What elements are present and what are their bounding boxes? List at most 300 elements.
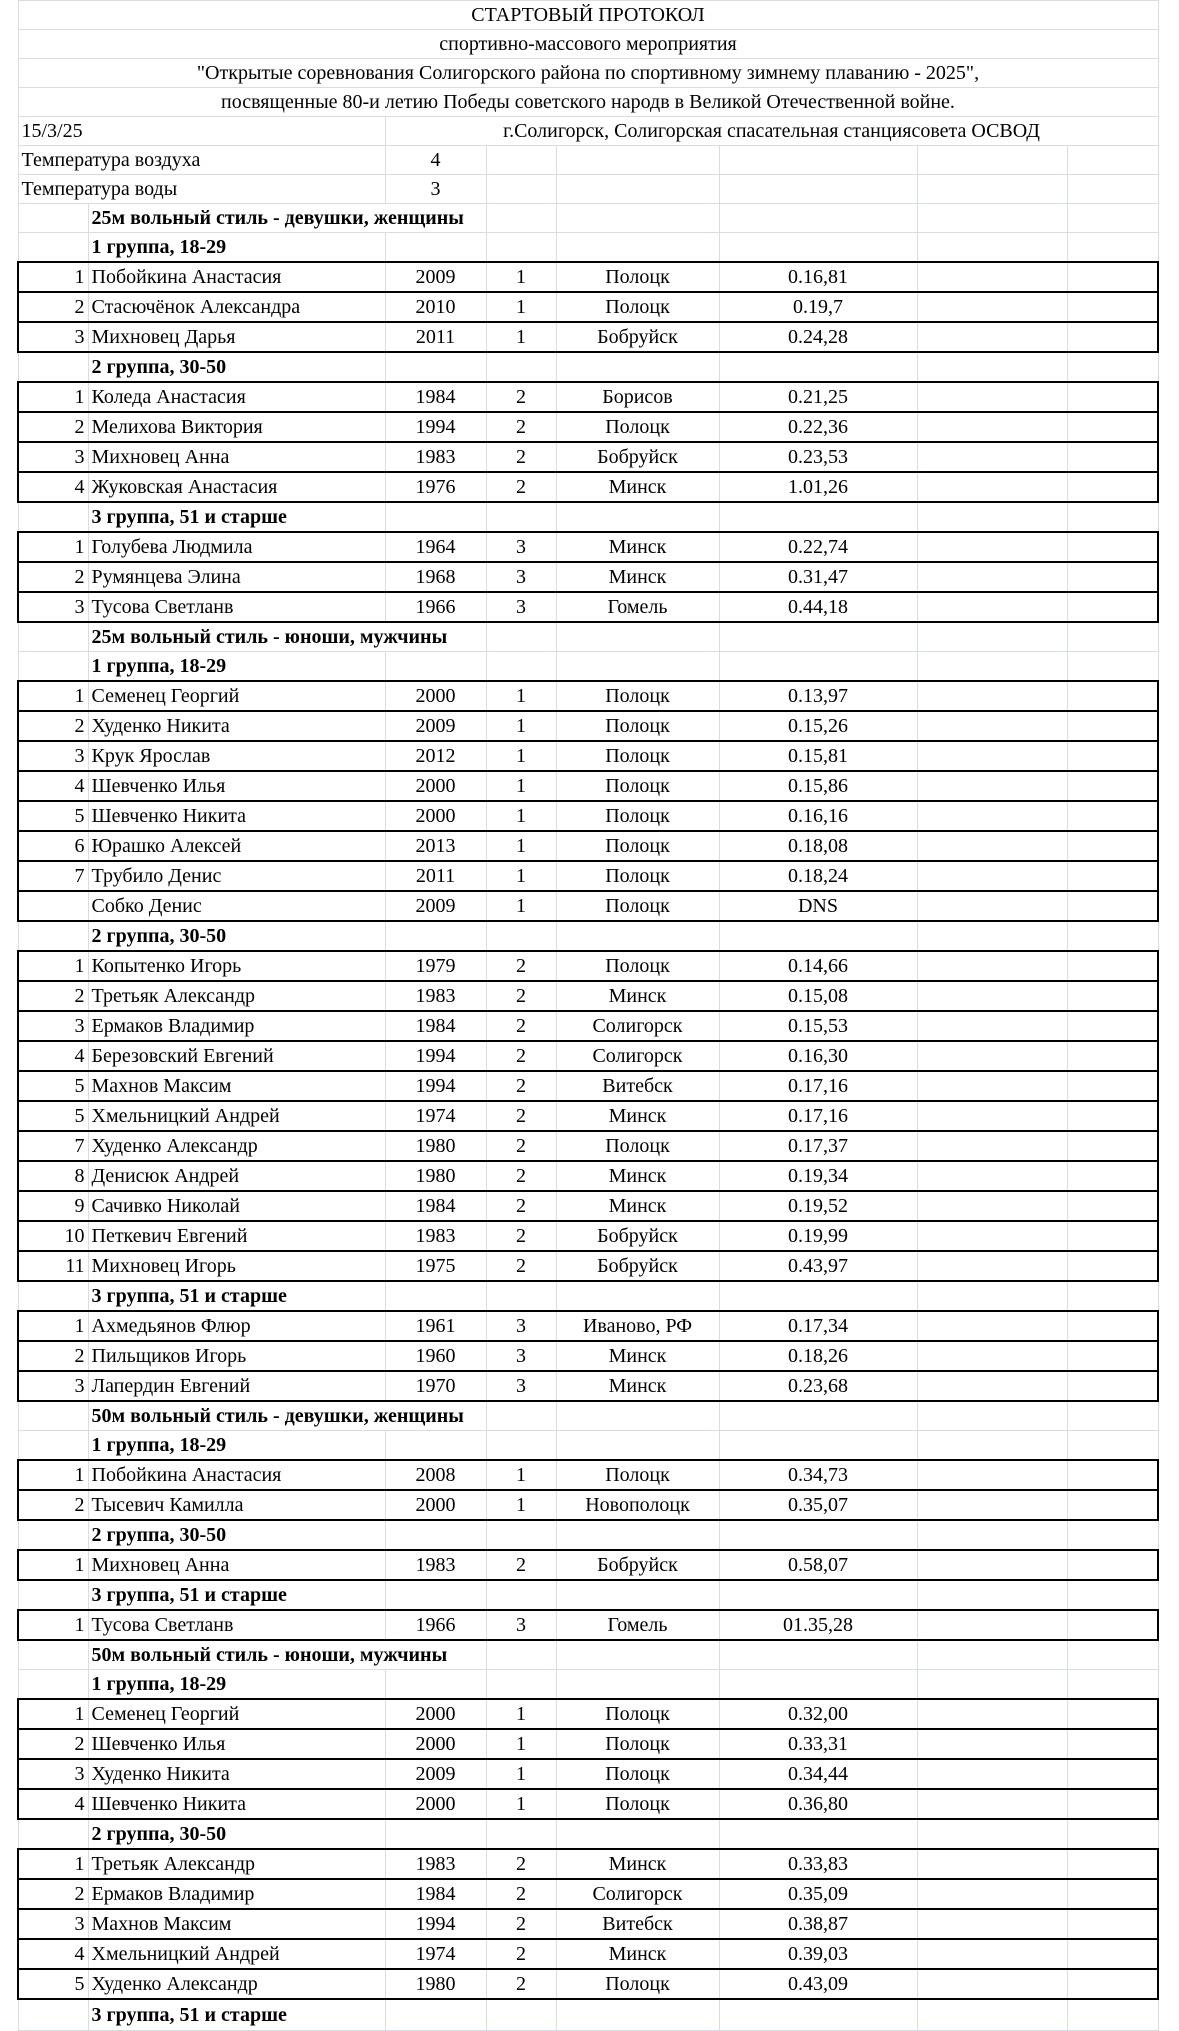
place-number: 2 <box>18 1879 88 1909</box>
water-temp-value: 3 <box>385 175 486 204</box>
group-label: 3 группа, 51 и старше <box>88 1999 385 2031</box>
empty-cell <box>917 831 1067 861</box>
athlete-row <box>18 741 1158 771</box>
city: Борисов <box>556 382 719 412</box>
event-venue: г.Солигорск, Солигорская спасательная станциясовета ОСВОД <box>385 117 1158 146</box>
place-number: 4 <box>18 472 88 502</box>
group-number: 3 <box>486 532 556 562</box>
empty-cell <box>1067 1101 1158 1131</box>
result-time: 0.16,30 <box>719 1041 917 1071</box>
empty-cell <box>917 652 1067 682</box>
athlete-name: Шевченко Илья <box>88 1729 385 1759</box>
athlete-row <box>18 861 1158 891</box>
group-header-row <box>18 502 1158 532</box>
athlete-row <box>18 1341 1158 1371</box>
athlete-name: Побойкина Анастасия <box>88 1460 385 1490</box>
empty-cell <box>1067 652 1158 682</box>
place-number: 2 <box>18 292 88 322</box>
empty-cell <box>917 1729 1067 1759</box>
place-number: 7 <box>18 1131 88 1161</box>
empty-cell <box>18 233 88 263</box>
athlete-name: Пильщиков Игорь <box>88 1341 385 1371</box>
empty-cell <box>1067 981 1158 1011</box>
empty-cell <box>917 322 1067 352</box>
athlete-name: Махнов Максим <box>88 1909 385 1939</box>
empty-cell <box>556 1640 719 1670</box>
empty-cell <box>1067 1281 1158 1311</box>
city: Полоцк <box>556 831 719 861</box>
group-number: 2 <box>486 1101 556 1131</box>
athlete-name: Стасючёнок Александра <box>88 292 385 322</box>
group-label: 3 группа, 51 и старше <box>88 502 385 532</box>
athlete-row <box>18 382 1158 412</box>
city: Минск <box>556 532 719 562</box>
empty-cell <box>719 502 917 532</box>
group-number: 2 <box>486 1011 556 1041</box>
empty-cell <box>917 1849 1067 1879</box>
birth-year: 1983 <box>385 1221 486 1251</box>
athlete-row <box>18 412 1158 442</box>
empty-cell <box>486 1670 556 1700</box>
group-number: 2 <box>486 1131 556 1161</box>
empty-cell <box>1067 412 1158 442</box>
city: Полоцк <box>556 741 719 771</box>
city: Полоцк <box>556 412 719 442</box>
city: Минск <box>556 562 719 592</box>
event-row <box>18 59 1158 88</box>
result-time: 0.23,68 <box>719 1371 917 1401</box>
empty-cell <box>917 412 1067 442</box>
result-time: 0.17,16 <box>719 1101 917 1131</box>
group-number: 1 <box>486 741 556 771</box>
city: Полоцк <box>556 292 719 322</box>
birth-year: 1984 <box>385 382 486 412</box>
birth-year: 2009 <box>385 711 486 741</box>
empty-cell <box>1067 562 1158 592</box>
empty-cell <box>917 1011 1067 1041</box>
city: Полоцк <box>556 1759 719 1789</box>
birth-year: 2000 <box>385 801 486 831</box>
group-number: 1 <box>486 1789 556 1819</box>
city: Витебск <box>556 1071 719 1101</box>
birth-year: 2000 <box>385 1699 486 1729</box>
birth-year: 2013 <box>385 831 486 861</box>
athlete-name: Худенко Никита <box>88 1759 385 1789</box>
empty-cell <box>1067 951 1158 981</box>
birth-year: 2008 <box>385 1460 486 1490</box>
athlete-row <box>18 981 1158 1011</box>
empty-cell <box>1067 1161 1158 1191</box>
empty-cell <box>917 1041 1067 1071</box>
city: Минск <box>556 981 719 1011</box>
group-header-row <box>18 652 1158 682</box>
city: Полоцк <box>556 1699 719 1729</box>
athlete-name: Голубева Людмила <box>88 532 385 562</box>
group-number: 2 <box>486 1191 556 1221</box>
place-number: 1 <box>18 1699 88 1729</box>
city: Минск <box>556 1849 719 1879</box>
athlete-name: Третьяк Александр <box>88 1849 385 1879</box>
empty-cell <box>1067 262 1158 292</box>
group-label: 2 группа, 30-50 <box>88 1520 385 1550</box>
place-number: 4 <box>18 1789 88 1819</box>
city: Минск <box>556 1161 719 1191</box>
empty-cell <box>1067 1490 1158 1520</box>
empty-cell <box>1067 472 1158 502</box>
result-time: 0.19,99 <box>719 1221 917 1251</box>
empty-cell <box>385 1580 486 1610</box>
group-label: 1 группа, 18-29 <box>88 652 385 682</box>
empty-cell <box>917 502 1067 532</box>
empty-cell <box>917 921 1067 951</box>
city: Полоцк <box>556 861 719 891</box>
athlete-row <box>18 1371 1158 1401</box>
city: Минск <box>556 472 719 502</box>
empty-cell <box>556 1401 719 1431</box>
birth-year: 1980 <box>385 1131 486 1161</box>
athlete-row <box>18 442 1158 472</box>
empty-cell <box>917 1939 1067 1969</box>
athlete-name: Побойкина Анастасия <box>88 262 385 292</box>
group-header-row <box>18 1431 1158 1461</box>
group-number: 1 <box>486 1729 556 1759</box>
empty-cell <box>1067 861 1158 891</box>
group-label: 2 группа, 30-50 <box>88 1819 385 1849</box>
group-number: 1 <box>486 681 556 711</box>
empty-cell <box>556 1520 719 1550</box>
empty-cell <box>917 1879 1067 1909</box>
result-time: 0.18,24 <box>719 861 917 891</box>
result-time: 0.18,26 <box>719 1341 917 1371</box>
group-number: 2 <box>486 442 556 472</box>
empty-cell <box>1067 1939 1158 1969</box>
title-row <box>18 1 1158 30</box>
city: Полоцк <box>556 711 719 741</box>
empty-cell <box>486 204 556 233</box>
athlete-name: Худенко Александр <box>88 1969 385 1999</box>
empty-cell <box>917 741 1067 771</box>
empty-cell <box>1067 1849 1158 1879</box>
birth-year: 1983 <box>385 1849 486 1879</box>
athlete-name: Тусова Светланв <box>88 1610 385 1640</box>
group-header-row <box>18 1281 1158 1311</box>
empty-cell <box>1067 1460 1158 1490</box>
empty-cell <box>917 1071 1067 1101</box>
empty-cell <box>917 981 1067 1011</box>
group-number: 2 <box>486 1251 556 1281</box>
empty-cell <box>486 1819 556 1849</box>
place-number: 1 <box>18 1460 88 1490</box>
empty-cell <box>719 1819 917 1849</box>
empty-cell <box>385 1670 486 1700</box>
athlete-row <box>18 1460 1158 1490</box>
birth-year: 2009 <box>385 891 486 921</box>
empty-cell <box>556 921 719 951</box>
date-venue-row <box>18 117 1158 146</box>
result-time: 0.15,81 <box>719 741 917 771</box>
section-title: 50м вольный стиль - юноши, мужчины <box>88 1640 486 1670</box>
empty-cell <box>1067 1221 1158 1251</box>
result-time: 0.17,34 <box>719 1311 917 1341</box>
empty-cell <box>917 1580 1067 1610</box>
place-number: 3 <box>18 1759 88 1789</box>
place-number: 1 <box>18 1849 88 1879</box>
athlete-name: Собко Денис <box>88 891 385 921</box>
empty-cell <box>486 1640 556 1670</box>
empty-cell <box>719 1401 917 1431</box>
city: Витебск <box>556 1909 719 1939</box>
result-time: 0.33,83 <box>719 1849 917 1879</box>
athlete-row <box>18 681 1158 711</box>
group-number: 1 <box>486 771 556 801</box>
athlete-name: Шевченко Илья <box>88 771 385 801</box>
athlete-row <box>18 1311 1158 1341</box>
city: Полоцк <box>556 1460 719 1490</box>
athlete-name: Михновец Игорь <box>88 1251 385 1281</box>
empty-cell <box>917 1759 1067 1789</box>
place-number: 2 <box>18 412 88 442</box>
empty-cell <box>18 1670 88 1700</box>
place-number: 9 <box>18 1191 88 1221</box>
birth-year: 1961 <box>385 1311 486 1341</box>
air-temp-value: 4 <box>385 146 486 175</box>
empty-cell <box>556 233 719 263</box>
group-label: 3 группа, 51 и старше <box>88 1281 385 1311</box>
athlete-row <box>18 592 1158 622</box>
athlete-name: Шевченко Никита <box>88 1789 385 1819</box>
birth-year: 1983 <box>385 1550 486 1580</box>
result-time: 0.15,08 <box>719 981 917 1011</box>
birth-year: 1968 <box>385 562 486 592</box>
empty-cell <box>1067 1640 1158 1670</box>
empty-cell <box>917 1819 1067 1849</box>
city: Полоцк <box>556 951 719 981</box>
group-label: 1 группа, 18-29 <box>88 233 385 263</box>
event-dedication: посвященные 80-и летию Победы советского народв в Великой Отечественной войне. <box>18 88 1158 117</box>
empty-cell <box>917 861 1067 891</box>
athlete-row <box>18 771 1158 801</box>
birth-year: 1994 <box>385 1071 486 1101</box>
empty-cell <box>1067 502 1158 532</box>
group-number: 2 <box>486 1879 556 1909</box>
place-number: 1 <box>18 1550 88 1580</box>
empty-cell <box>1067 1371 1158 1401</box>
city: Минск <box>556 1101 719 1131</box>
empty-cell <box>556 1281 719 1311</box>
result-time: 0.38,87 <box>719 1909 917 1939</box>
place-number: 5 <box>18 801 88 831</box>
athlete-name: Шевченко Никита <box>88 801 385 831</box>
athlete-name: Коледа Анастасия <box>88 382 385 412</box>
group-number: 2 <box>486 1071 556 1101</box>
birth-year: 2009 <box>385 262 486 292</box>
water-temp-label: Температура воды <box>18 175 385 204</box>
birth-year: 2011 <box>385 861 486 891</box>
place-number: 8 <box>18 1161 88 1191</box>
group-label: 1 группа, 18-29 <box>88 1670 385 1700</box>
athlete-name: Махнов Максим <box>88 1071 385 1101</box>
birth-year: 1960 <box>385 1341 486 1371</box>
group-number: 2 <box>486 472 556 502</box>
place-number: 3 <box>18 442 88 472</box>
empty-cell <box>556 502 719 532</box>
athlete-row <box>18 1909 1158 1939</box>
athlete-name: Жуковская Анастасия <box>88 472 385 502</box>
empty-cell <box>1067 831 1158 861</box>
athlete-row <box>18 1191 1158 1221</box>
group-number: 3 <box>486 592 556 622</box>
athlete-name: Семенец Георгий <box>88 1699 385 1729</box>
empty-cell <box>1067 1520 1158 1550</box>
empty-cell <box>917 951 1067 981</box>
place-number: 5 <box>18 1071 88 1101</box>
empty-cell <box>486 1580 556 1610</box>
birth-year: 1974 <box>385 1101 486 1131</box>
group-header-row <box>18 233 1158 263</box>
result-time: 0.33,31 <box>719 1729 917 1759</box>
empty-cell <box>18 652 88 682</box>
place-number: 4 <box>18 1939 88 1969</box>
birth-year: 1976 <box>385 472 486 502</box>
group-number: 3 <box>486 562 556 592</box>
birth-year: 1975 <box>385 1251 486 1281</box>
group-header-row <box>18 1520 1158 1550</box>
empty-cell <box>486 502 556 532</box>
empty-cell <box>917 1341 1067 1371</box>
city: Полоцк <box>556 1131 719 1161</box>
protocol-title: СТАРТОВЫЙ ПРОТОКОЛ <box>18 1 1158 30</box>
empty-cell <box>18 622 88 652</box>
empty-cell <box>917 1401 1067 1431</box>
result-time: 0.35,07 <box>719 1490 917 1520</box>
empty-cell <box>917 1161 1067 1191</box>
result-time: 01.35,28 <box>719 1610 917 1640</box>
place-number: 1 <box>18 262 88 292</box>
athlete-row <box>18 1221 1158 1251</box>
empty-cell <box>1067 1969 1158 1999</box>
birth-year: 1983 <box>385 981 486 1011</box>
empty-cell <box>1067 1131 1158 1161</box>
place-number: 3 <box>18 1371 88 1401</box>
empty-cell <box>719 622 917 652</box>
empty-cell <box>1067 1550 1158 1580</box>
athlete-row <box>18 1759 1158 1789</box>
empty-cell <box>1067 1909 1158 1939</box>
empty-cell <box>917 1101 1067 1131</box>
birth-year: 1966 <box>385 592 486 622</box>
group-number: 1 <box>486 891 556 921</box>
athlete-row <box>18 1101 1158 1131</box>
empty-cell <box>1067 921 1158 951</box>
empty-cell <box>917 292 1067 322</box>
athlete-row <box>18 472 1158 502</box>
birth-year: 2000 <box>385 1789 486 1819</box>
place-number: 3 <box>18 741 88 771</box>
group-number: 1 <box>486 711 556 741</box>
result-time: 0.22,74 <box>719 532 917 562</box>
birth-year: 1966 <box>385 1610 486 1640</box>
result-time: 0.13,97 <box>719 681 917 711</box>
empty-cell <box>1067 1699 1158 1729</box>
empty-cell <box>486 1281 556 1311</box>
result-time: 0.15,53 <box>719 1011 917 1041</box>
empty-cell <box>1067 622 1158 652</box>
event-date: 15/3/25 <box>18 117 385 146</box>
group-number: 1 <box>486 322 556 352</box>
empty-cell <box>917 382 1067 412</box>
group-label: 1 группа, 18-29 <box>88 1431 385 1461</box>
city: Солигорск <box>556 1879 719 1909</box>
place-number: 2 <box>18 1729 88 1759</box>
result-time: 0.19,7 <box>719 292 917 322</box>
athlete-row <box>18 1071 1158 1101</box>
city: Полоцк <box>556 1789 719 1819</box>
empty-cell <box>917 1670 1067 1700</box>
athlete-row <box>18 831 1158 861</box>
athlete-name: Третьяк Александр <box>88 981 385 1011</box>
group-header-row <box>18 1819 1158 1849</box>
empty-cell <box>1067 322 1158 352</box>
birth-year: 1964 <box>385 532 486 562</box>
group-number: 1 <box>486 1759 556 1789</box>
empty-cell <box>1067 891 1158 921</box>
place-number: 1 <box>18 1610 88 1640</box>
empty-cell <box>385 652 486 682</box>
empty-cell <box>486 652 556 682</box>
empty-cell <box>486 1520 556 1550</box>
place-number: 1 <box>18 951 88 981</box>
city: Минск <box>556 1341 719 1371</box>
empty-cell <box>1067 1071 1158 1101</box>
result-time: 0.34,73 <box>719 1460 917 1490</box>
empty-cell <box>1067 1879 1158 1909</box>
place-number: 2 <box>18 1490 88 1520</box>
empty-cell <box>917 233 1067 263</box>
group-number: 2 <box>486 1221 556 1251</box>
birth-year: 2000 <box>385 1729 486 1759</box>
city: Минск <box>556 1191 719 1221</box>
empty-cell <box>917 771 1067 801</box>
empty-cell <box>556 622 719 652</box>
empty-cell <box>18 921 88 951</box>
birth-year: 2009 <box>385 1759 486 1789</box>
result-time: 0.58,07 <box>719 1550 917 1580</box>
athlete-row <box>18 562 1158 592</box>
group-number: 1 <box>486 801 556 831</box>
birth-year: 1994 <box>385 1909 486 1939</box>
city: Полоцк <box>556 771 719 801</box>
result-time: 0.17,16 <box>719 1071 917 1101</box>
group-header-row <box>18 1670 1158 1700</box>
empty-cell <box>917 442 1067 472</box>
result-time: 1.01,26 <box>719 472 917 502</box>
empty-cell <box>917 1460 1067 1490</box>
empty-cell <box>1067 352 1158 382</box>
empty-cell <box>917 1969 1067 1999</box>
section-title: 25м вольный стиль - девушки, женщины <box>88 204 486 233</box>
empty-cell <box>1067 233 1158 263</box>
empty-cell <box>1067 801 1158 831</box>
athlete-row <box>18 1849 1158 1879</box>
empty-cell <box>1067 1819 1158 1849</box>
section-header-row <box>18 622 1158 652</box>
city: Новополоцк <box>556 1490 719 1520</box>
empty-cell <box>1067 442 1158 472</box>
result-time: 0.44,18 <box>719 592 917 622</box>
empty-cell <box>917 1789 1067 1819</box>
group-number: 2 <box>486 1041 556 1071</box>
group-number: 2 <box>486 951 556 981</box>
